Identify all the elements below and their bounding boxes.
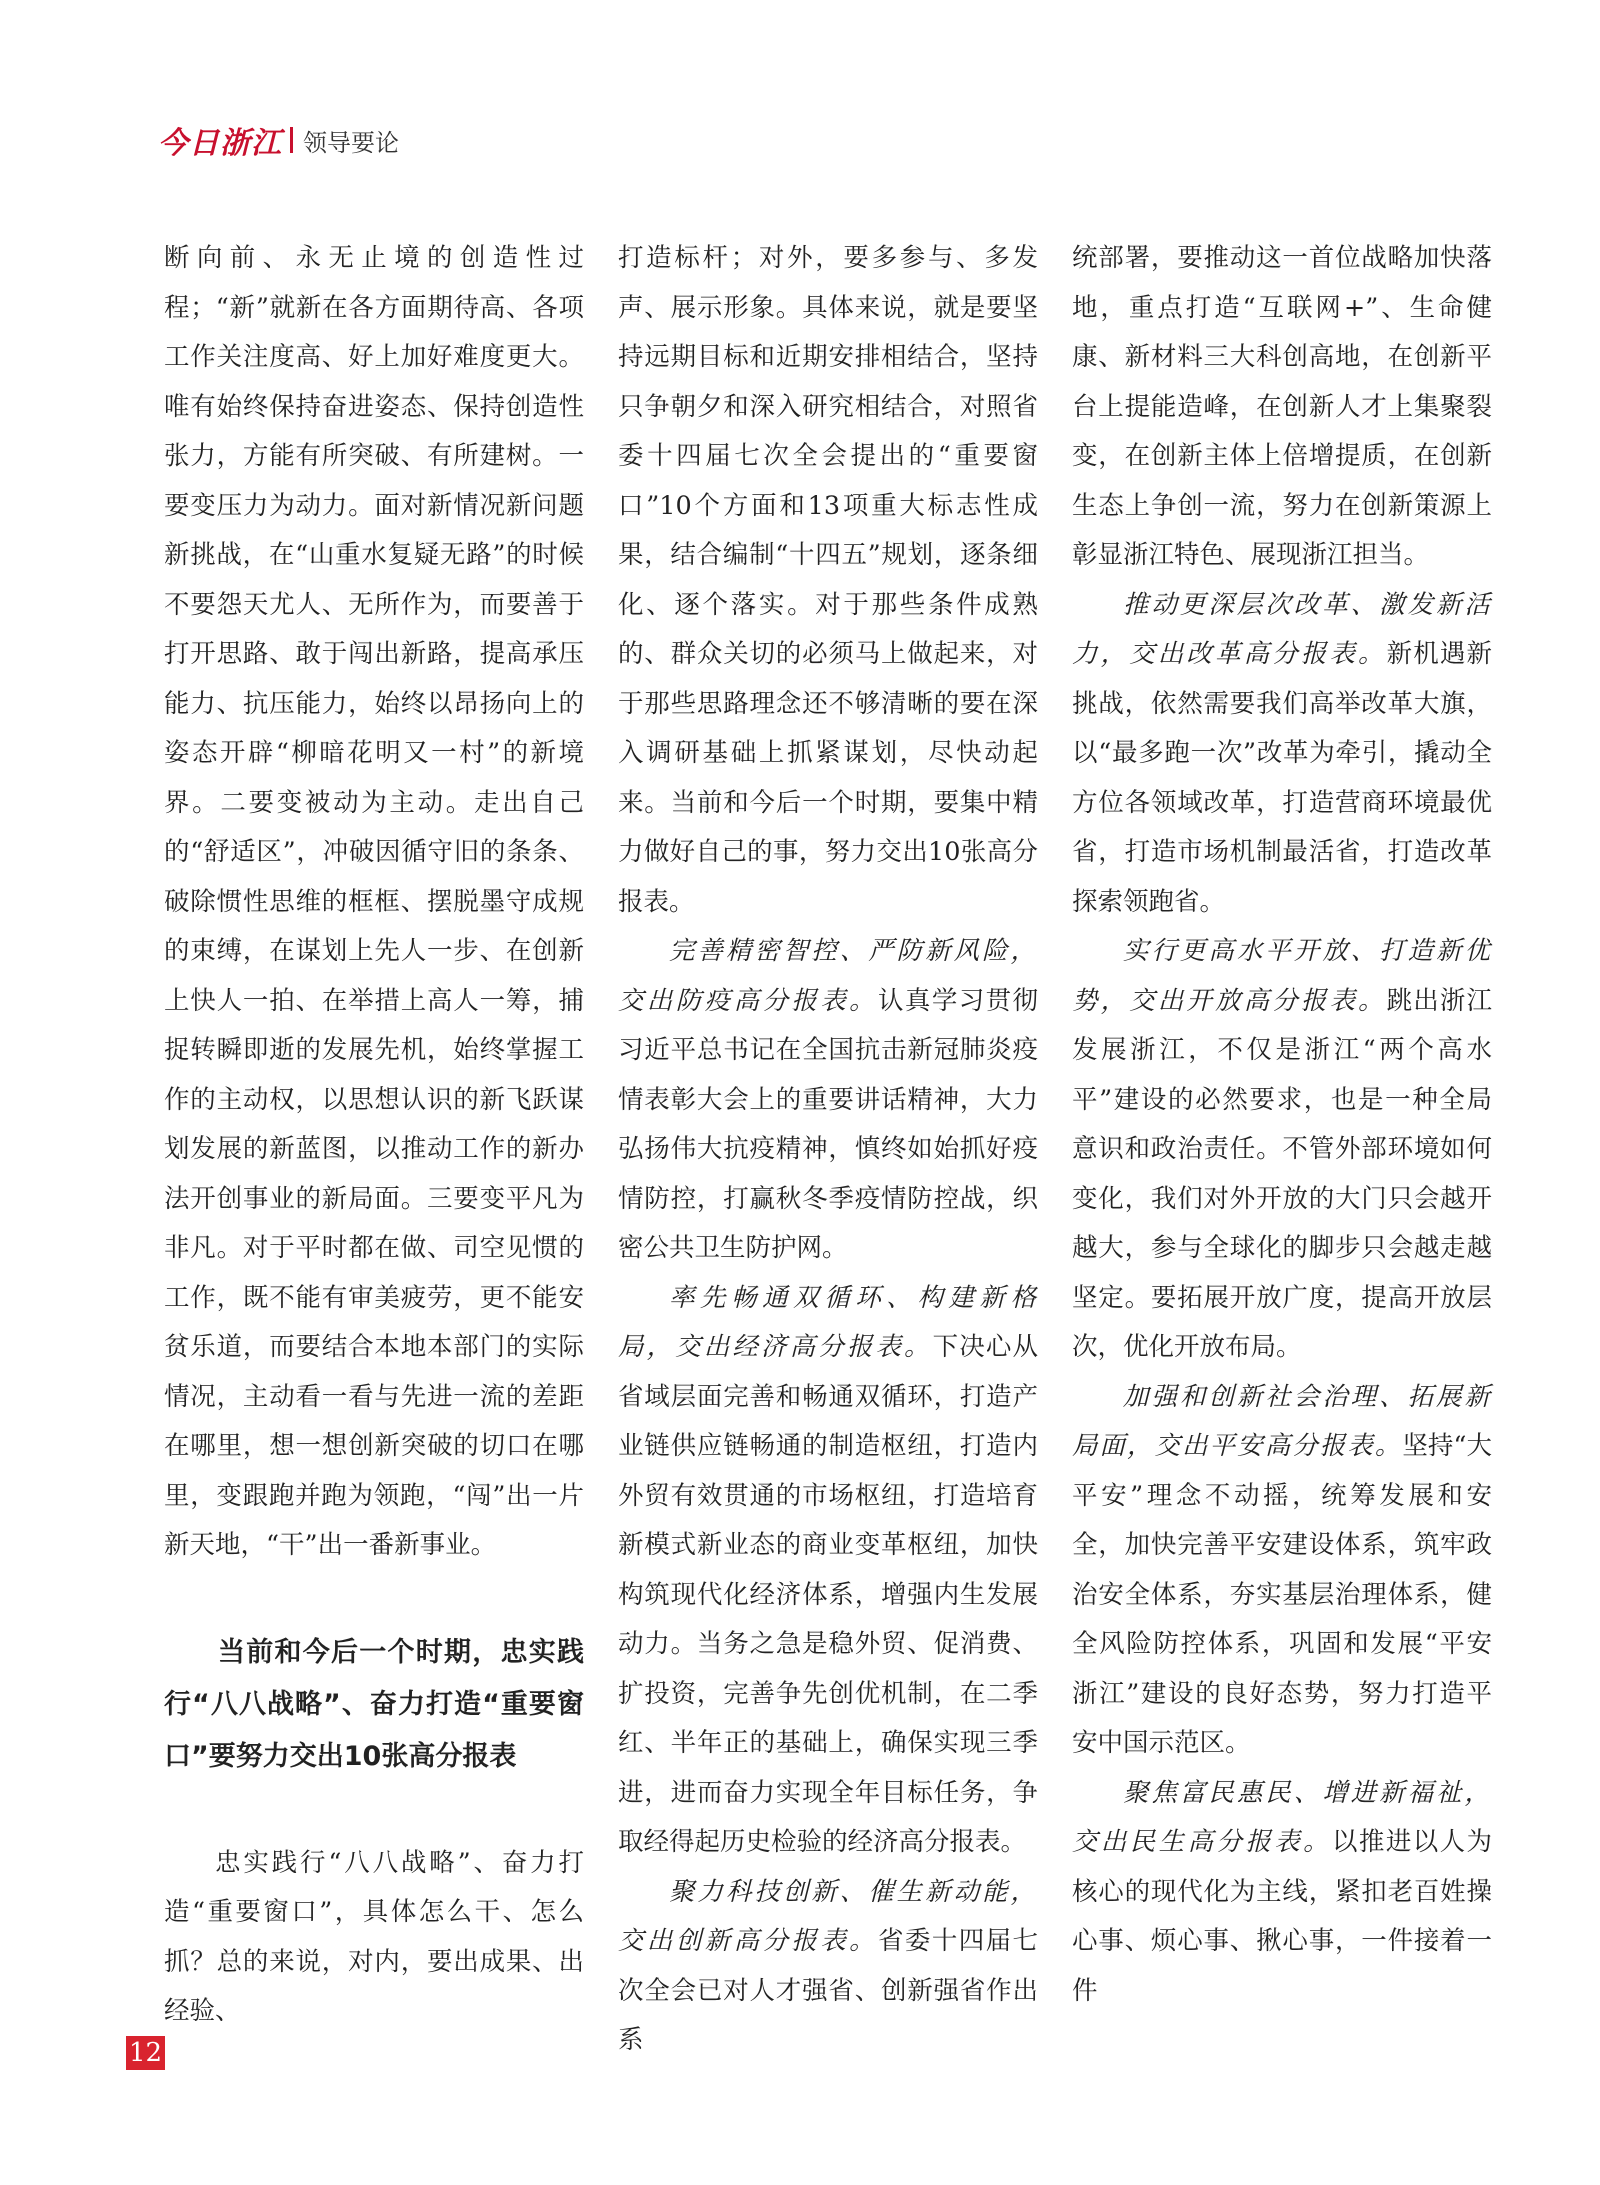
paragraph (1072, 927, 1492, 1373)
paragraph: 打造标杆；对外，要多参与、多发声、展示形象。具体来说，就是要坚持远期目标和近期安排相结合，坚持只争朝夕和深入研究相结合，对照省委十四届七次全会提出的“重要窗口”10个方面和13项重大标志性成果，结合编制“十四五”规划，逐条细化、逐个落实。对于那些条件成熟的、群众关切的必须马上做起来，对于那些思路理念还不够清晰的要在深入调研基础上抓紧谋划，尽快动起来。当前和今后一个时期，要集中精力做好自己的事，努力交出10张高分报表。 (618, 243, 1038, 917)
paragraph (618, 927, 1038, 1274)
section-heading: 当前和今后一个时期，忠实践行“八八战略”、奋力打造“重要窗口”要努力交出10张高分报表 (164, 1636, 584, 1772)
paragraph-body: 下决心从省域层面完善和畅通双循环，打造产业链供应链畅通的制造枢纽，打造内外贸有效贯通的市场枢纽，打造培育新模式新业态的商业变革枢纽，加快构筑现代化经济体系，增强内生发展动力。当务之急是稳外贸、促消费、扩投资，完善争先创优机制，在二季红、半年正的基础上，确保实现三季进，进而奋力实现全年目标任务，争取经得起历史检验的经济高分报表。 (618, 1332, 1038, 1857)
paragraph (618, 1274, 1038, 1868)
column-1 (164, 234, 584, 2037)
paragraph: 统部署，要推动这一首位战略加快落地，重点打造“互联网+”、生命健康、新材料三大科创高地，在创新平台上提能造峰，在创新人才上集聚裂变，在创新主体上倍增提质，在创新生态上争创一流，努力在创新策源上彰显浙江特色、展现浙江担当。 (1072, 243, 1492, 570)
paragraph: 忠实践行“八八战略”、奋力打造“重要窗口”，具体怎么干、怎么抓？总的来说，对内，要出成果、出经验、 (164, 1847, 584, 2026)
paragraph (1072, 1769, 1492, 2017)
page-number: 12 (126, 2036, 165, 2070)
paragraph-body: 认真学习贯彻习近平总书记在全国抗击新冠肺炎疫情表彰大会上的重要讲话精神，大力弘扬伟大抗疫精神，慎终如始抓好疫情防控，打赢秋冬季疫情防控战，织密公共卫生防护网。 (618, 985, 1038, 1263)
page-header (158, 120, 399, 160)
column-3 (1072, 234, 1492, 2016)
column-2 (618, 234, 1038, 2066)
magazine-logo: 今日浙江 (158, 126, 282, 161)
paragraph-key-phrase: 推动更深层次改革、激发新活力，交出改革高分报表。 (1072, 589, 1492, 669)
paragraph-key-phrase: 加强和创新社会治理、拓展新局面，交出平安高分报表。 (1072, 1381, 1492, 1461)
paragraph-body: 坚持“大平安”理念不动摇，统筹发展和安全，加快完善平安建设体系，筑牢政治安全体系，夯实基层治理体系，健全风险防控体系，巩固和发展“平安浙江”建设的良好态势，努力打造平安中国示范区。 (1072, 1431, 1492, 1758)
paragraph-key-phrase: 聚焦富民惠民、增进新福祉，交出民生高分报表。 (1072, 1777, 1492, 1857)
paragraph-key-phrase: 率先畅通双循环、构建新格局，交出经济高分报表。 (618, 1282, 1038, 1362)
paragraph (1072, 581, 1492, 928)
paragraph-key-phrase: 聚力科技创新、催生新动能，交出创新高分报表。 (618, 1876, 1038, 1956)
paragraph-key-phrase: 完善精密智控、严防新风险，交出防疫高分报表。 (618, 936, 1038, 1016)
paragraph-body: 以推进以人为核心的现代化为主线，紧扣老百姓操心事、烦心事、揪心事，一件接着一件 (1072, 1827, 1492, 2006)
paragraph-body: 跳出浙江发展浙江，不仅是浙江“两个高水平”建设的必然要求，也是一种全局意识和政治责任。不管外部环境如何变化，我们对外开放的大门只会越开越大，参与全球化的脚步只会越走越坚定。要拓展开放广度，提高开放层次，优化开放布局。 (1072, 985, 1492, 1362)
paragraph-key-phrase: 实行更高水平开放、打造新优势，交出开放高分报表。 (1072, 936, 1492, 1016)
section-title: 领导要论 (303, 128, 399, 157)
paragraph (618, 1868, 1038, 2066)
header-divider (290, 127, 293, 153)
paragraph: 断向前、永无止境的创造性过程；“新”就新在各方面期待高、各项工作关注度高、好上加好难度更大。唯有始终保持奋进姿态、保持创造性张力，方能有所突破、有所建树。一要变压力为动力。面对新情况新问题新挑战，在“山重水复疑无路”的时候不要怨天尤人、无所作为，而要善于打开思路、敢于闯出新路，提高承压能力、抗压能力，始终以昂扬向上的姿态开辟“柳暗花明又一村”的新境界。二要变被动为主动。走出自己的“舒适区”，冲破因循守旧的条条、破除惯性思维的框框、摆脱墨守成规的束缚，在谋划上先人一步、在创新上快人一拍、在举措上高人一筹，捕捉转瞬即逝的发展先机，始终掌握工作的主动权，以思想认识的新飞跃谋划发展的新蓝图，以推动工作的新办法开创事业的新局面。三要变平凡为非凡。对于平时都在做、司空见惯的工作，既不能有审美疲劳，更不能安贫乐道，而要结合本地本部门的实际情况，主动看一看与先进一流的差距在哪里，想一想创新突破的切口在哪里，变跟跑并跑为领跑，“闯”出一片新天地，“干”出一番新事业。 (164, 243, 584, 1560)
paragraph-body: 省委十四届七次全会已对人才强省、创新强省作出系 (618, 1926, 1038, 2055)
paragraph (1072, 1373, 1492, 1769)
paragraph-body: 新机遇新挑战，依然需要我们高举改革大旗，以“最多跑一次”改革为牵引，撬动全方位各领域改革，打造营商环境最优省，打造市场机制最活省，打造改革探索领跑省。 (1072, 639, 1492, 917)
